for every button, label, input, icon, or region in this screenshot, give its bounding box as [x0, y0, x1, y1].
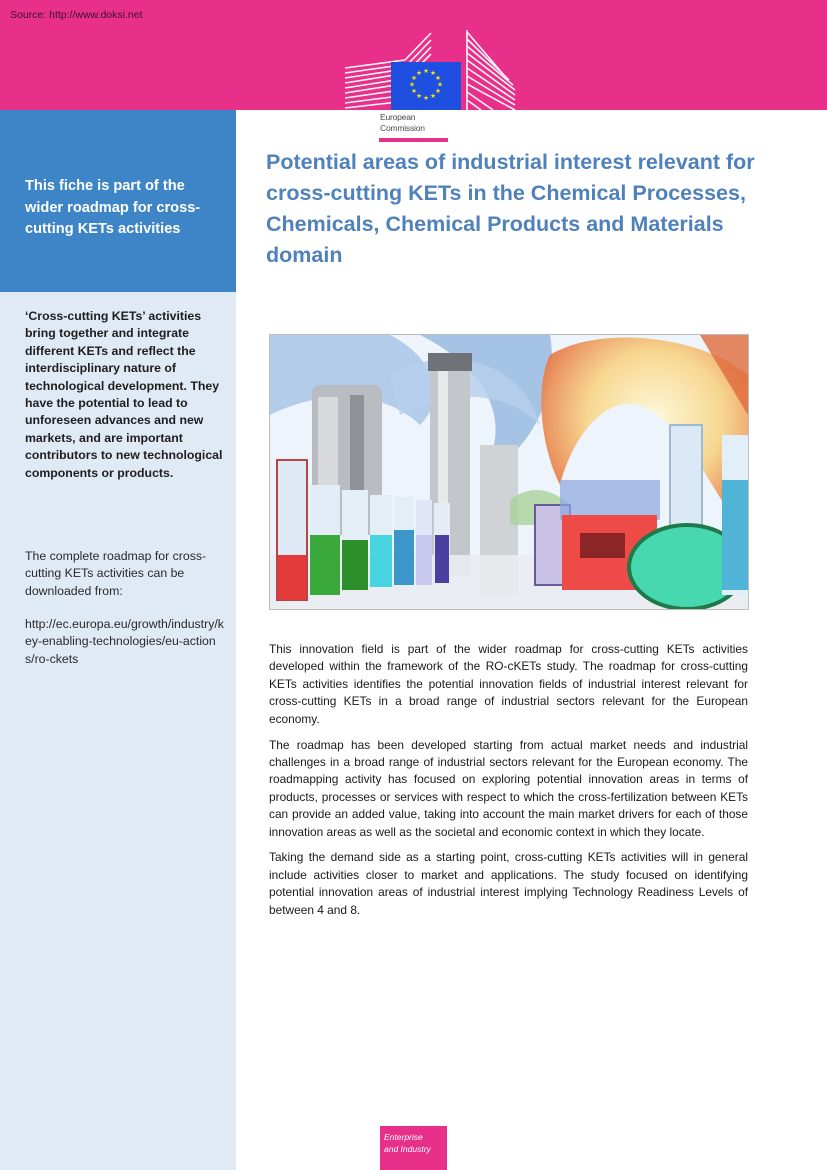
paragraph-1: This innovation field is part of the wider roadmap for cross-cutting KETs activities developed within the framework of the RO-cKETs study. The roadmap for cross-cutting KETs activities identifies the potential innovation fields of industrial interest relevant for cross-cutting KETs in a broad range of industrial sectors relevant for the European economy.	[269, 642, 748, 726]
logo-wordmark	[380, 112, 425, 133]
paragraph-3: Taking the demand side as a starting point, cross-cutting KETs activities will in general include activities closer to market and applications. The study focused on identifying potential innovation areas of industrial interest implying Technology Readiness Levels of between 4 and 8.	[269, 850, 748, 917]
berlaymont-building-icon	[343, 28, 523, 110]
svg-text:★: ★	[423, 67, 429, 75]
sidebar-box-heading: This fiche is part of the wider roadmap for cross-cutting KETs activities	[25, 178, 201, 237]
enterprise-industry-badge	[380, 1126, 447, 1170]
logo-line-2: Commission	[380, 122, 425, 133]
badge-line-2: and Industry	[384, 1143, 431, 1154]
svg-text:★: ★	[435, 87, 441, 95]
body-text	[269, 641, 748, 928]
svg-text:★: ★	[416, 69, 422, 77]
svg-text:★: ★	[423, 94, 429, 102]
source-label: Source: http://www.doksi.net	[10, 9, 143, 21]
svg-text:★: ★	[411, 87, 417, 95]
chemistry-illustration-icon	[270, 335, 748, 609]
page-title: Potential areas of industrial interest relevant for cross-cutting KETs in the Chemical Processes, Chemicals, Chemical Products and Materials domain	[266, 150, 755, 267]
sidebar-intro-text: ‘Cross-cutting KETs’ activities bring together and integrate different KETs and reflect the interdisciplinary nature of technological development. They have the potential to lead to unforeseen advances and new markets, and are important contributors to new technological components or products.	[25, 309, 223, 480]
svg-text:★: ★	[409, 80, 415, 89]
hero-image	[269, 334, 749, 610]
sidebar-download-text: The complete roadmap for cross-cutting KETs activities can be downloaded from:	[25, 549, 207, 598]
badge-line-1: Enterprise	[384, 1132, 423, 1142]
svg-text:★: ★	[411, 74, 417, 82]
logo-underline-bar	[379, 138, 448, 142]
sidebar	[0, 110, 236, 1170]
svg-text:★: ★	[435, 74, 441, 82]
sidebar-highlight-box	[0, 110, 236, 292]
svg-text:★: ★	[430, 69, 436, 77]
logo-line-1: European	[380, 112, 416, 122]
paragraph-2: The roadmap has been developed starting from actual market needs and industrial challenges in a broad range of industrial sectors relevant for the European economy. The roadmapping activity has focused on exploring potential innovation areas in terms of products, processes or services with respect to which the cross-fertilization between KETs can provide an added value, taking into account the main market drivers for each of those innovation areas as well as the societal and economic context in which they locate.	[269, 737, 748, 839]
svg-text:★: ★	[430, 92, 436, 100]
sidebar-download-link[interactable]: http://ec.europa.eu/growth/industry/key-enabling-technologies/eu-actions/ro-ckets	[25, 617, 224, 666]
svg-text:★: ★	[416, 92, 422, 100]
european-commission-logo	[343, 28, 523, 144]
svg-text:★: ★	[437, 80, 443, 89]
